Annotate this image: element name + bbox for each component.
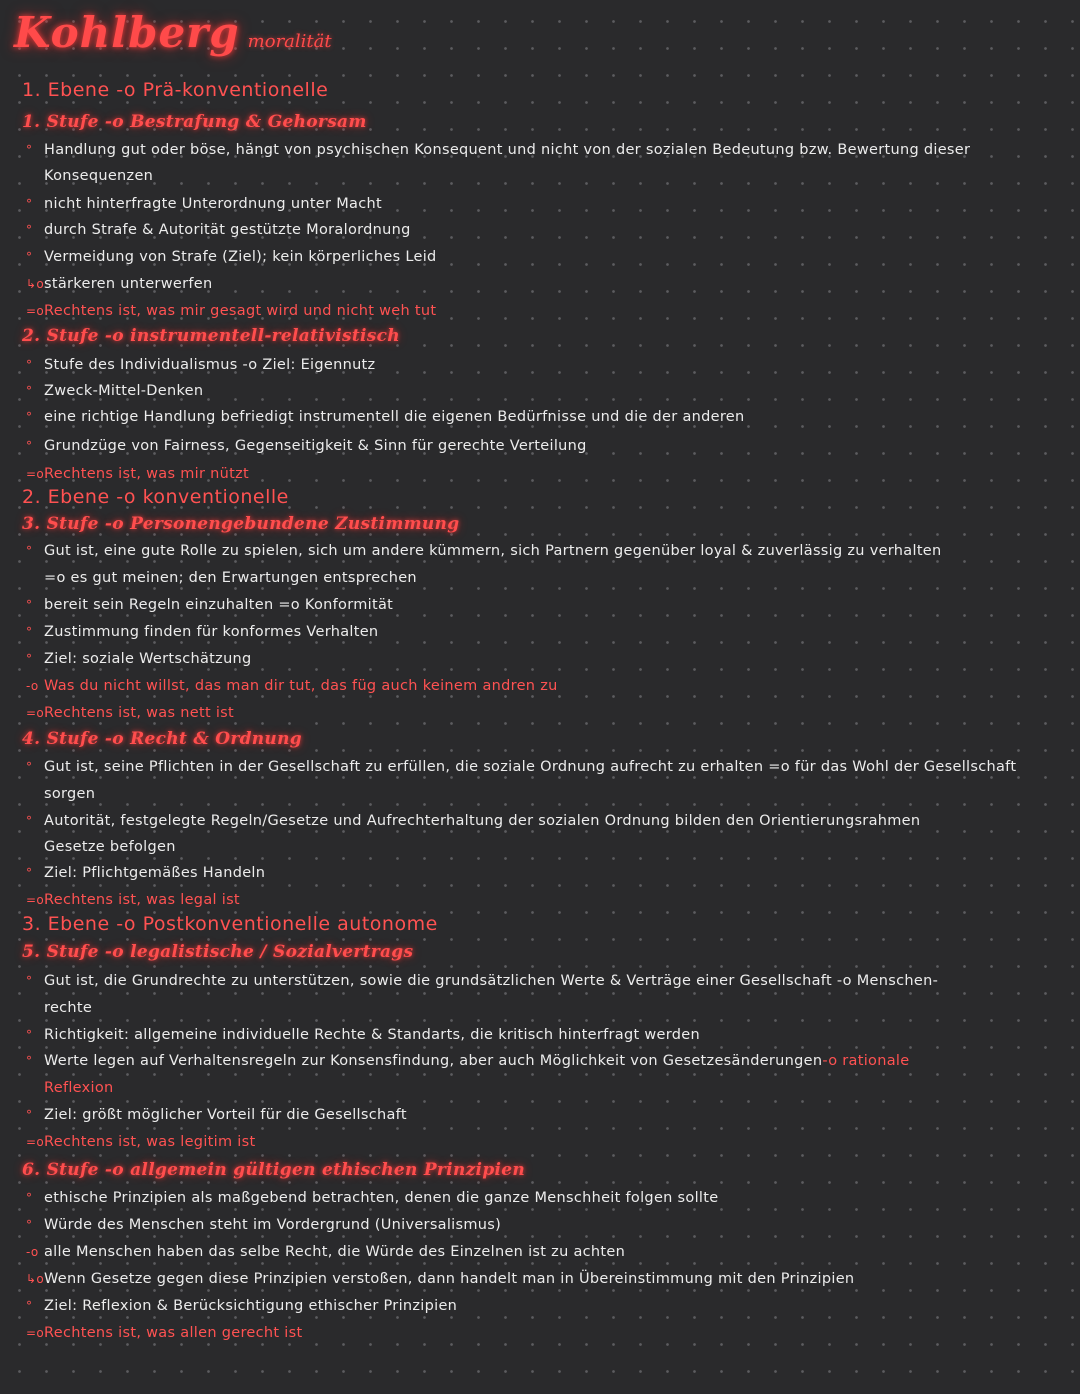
bullet-marker: ° <box>26 197 33 211</box>
title <box>14 8 332 57</box>
stufe-4-item: ° Gut ist, seine Pflichten in der Gesellschaft zu erfüllen, die soziale Ordnung aufrecht zu erhalten =o für das Wohl der Gesellschaft <box>26 759 1017 775</box>
bullet-marker: ° <box>26 544 33 558</box>
stufe-6-item: -o alle Menschen haben das selbe Recht, die Würde des Einzelnen ist zu achten <box>26 1244 626 1260</box>
stufe-4-item-continued: Gesetze befolgen <box>44 839 176 855</box>
ebene-2-heading: 2. Ebene -o konventionelle <box>22 486 289 508</box>
stufe-4-heading: 4. Stufe -o Recht & Ordnung <box>22 729 302 749</box>
stufe-6-heading: 6. Stufe -o allgemein gültigen ethischen Prinzipien <box>22 1160 526 1180</box>
stufe-4-result: =oRechtens ist, was legal ist <box>26 892 240 908</box>
result-marker: =o <box>26 1135 44 1149</box>
stufe-2-result: =oRechtens ist, was mir nützt <box>26 466 250 482</box>
stufe-5-item: ° Gut ist, die Grundrechte zu unterstützen, sowie die grundsätzlichen Werte & Verträge einer Gesellschaft -o Menschen- <box>26 973 939 989</box>
bullet-marker: ° <box>26 1191 33 1205</box>
stufe-3-item: ° Zustimmung finden für konformes Verhalten <box>26 624 379 640</box>
stufe-1-heading: 1. Stufe -o Bestrafung & Gehorsam <box>22 112 367 132</box>
stufe-3-item: ° Ziel: soziale Wertschätzung <box>26 651 252 667</box>
stufe-4-item: ° Autorität, festgelegte Regeln/Gesetze und Aufrechterhaltung der sozialen Ordnung bilden den Orientierungsrahmen <box>26 813 921 829</box>
bullet-marker: ° <box>26 1054 33 1068</box>
bullet-marker: ° <box>26 384 33 398</box>
stufe-3-item: ° Gut ist, eine gute Rolle zu spielen, sich um andere kümmern, sich Partnern gegenüber loyal & zuverlässig zu verhalten <box>26 543 942 559</box>
bullet-marker: ° <box>26 250 33 264</box>
stufe-2-item: ° Stufe des Individualismus -o Ziel: Eigennutz <box>26 357 376 373</box>
stufe-6-result: =oRechtens ist, was allen gerecht ist <box>26 1325 303 1341</box>
bullet-marker: ° <box>26 625 33 639</box>
bullet-marker: ° <box>26 223 33 237</box>
stufe-4-item-continued: sorgen <box>44 786 96 802</box>
stufe-6-item: ° Ziel: Reflexion & Berücksichtigung ethischer Prinzipien <box>26 1298 458 1314</box>
stufe-1-result: =oRechtens ist, was mir gesagt wird und nicht weh tut <box>26 303 437 319</box>
return-marker: ↳o <box>26 277 44 291</box>
bullet-marker: ° <box>26 410 33 424</box>
bullet-marker: ° <box>26 974 33 988</box>
stufe-6-item: ° Würde des Menschen steht im Vordergrund (Universalismus) <box>26 1217 502 1233</box>
stufe-6-item: ↳oWenn Gesetze gegen diese Prinzipien verstoßen, dann handelt man in Übereinstimmung mit den Prinzipien <box>26 1271 855 1287</box>
bullet-marker: ° <box>26 1028 33 1042</box>
return-marker: ↳o <box>26 1272 44 1286</box>
title-main: Kohlberg <box>14 8 240 57</box>
stufe-1-item: ° nicht hinterfragte Unterordnung unter Macht <box>26 196 382 212</box>
stufe-3-heading: 3. Stufe -o Personengebundene Zustimmung <box>22 514 460 534</box>
bullet-marker: ° <box>26 1218 33 1232</box>
stufe-5-result: =oRechtens ist, was legitim ist <box>26 1134 256 1150</box>
stufe-1-item: ° durch Strafe & Autorität gestützte Moralordnung <box>26 222 411 238</box>
stufe-5-item-continued: rechte <box>44 1000 93 1016</box>
stufe-3-result: =oRechtens ist, was nett ist <box>26 705 235 721</box>
bullet-marker: ° <box>26 1108 33 1122</box>
bullet-marker: ° <box>26 814 33 828</box>
bullet-marker: ° <box>26 866 33 880</box>
bullet-marker: ° <box>26 358 33 372</box>
stufe-1-item-continued: Konsequenzen <box>44 168 154 184</box>
result-marker: =o <box>26 893 44 907</box>
bullet-marker: ° <box>26 143 33 157</box>
result-marker: =o <box>26 706 44 720</box>
stufe-5-heading: 5. Stufe -o legalistische / Sozialvertrags <box>22 942 414 962</box>
arrow-marker: -o <box>26 1245 39 1259</box>
stufe-5-item: ° Ziel: größt möglicher Vorteil für die Gesellschaft <box>26 1107 407 1123</box>
stufe-5-item: ° Werte legen auf Verhaltensregeln zur Konsensfindung, aber auch Möglichkeit von Gesetzesänderungen-o rationale <box>26 1053 910 1069</box>
ebene-3-heading: 3. Ebene -o Postkonventionelle autonome <box>22 913 438 935</box>
bullet-marker: ° <box>26 1299 33 1313</box>
stufe-1-item: ↳ostärkeren unterwerfen <box>26 276 213 292</box>
stufe-2-item: ° eine richtige Handlung befriedigt instrumentell die eigenen Bedürfnisse und die der anderen <box>26 409 745 425</box>
result-marker: =o <box>26 1326 44 1340</box>
stufe-2-heading: 2. Stufe -o instrumentell-relativistisch <box>22 326 400 346</box>
stufe-3-item: ° bereit sein Regeln einzuhalten =o Konformität <box>26 597 394 613</box>
stufe-1-item: ° Handlung gut oder böse, hängt von psychischen Konsequent und nicht von der sozialen Bedeutung bzw. Bewertung dieser <box>26 142 971 158</box>
arrow-marker: -o <box>26 679 39 693</box>
stufe-1-item: ° Vermeidung von Strafe (Ziel); kein körperliches Leid <box>26 249 437 265</box>
stufe-5-item: ° Richtigkeit: allgemeine individuelle Rechte & Standarts, die kritisch hinterfragt werden <box>26 1027 700 1043</box>
bullet-marker: ° <box>26 598 33 612</box>
stufe-6-item: ° ethische Prinzipien als maßgebend betrachten, denen die ganze Menschheit folgen sollte <box>26 1190 719 1206</box>
result-marker: =o <box>26 304 44 318</box>
stufe-3-golden-rule: -o Was du nicht willst, das man dir tut, das füg auch keinem andren zu <box>26 678 558 694</box>
stufe-4-item: ° Ziel: Pflichtgemäßes Handeln <box>26 865 266 881</box>
bullet-marker: ° <box>26 760 33 774</box>
stufe-3-item-continued: =o es gut meinen; den Erwartungen entsprechen <box>44 570 417 586</box>
ebene-1-heading: 1. Ebene -o Prä-konventionelle <box>22 79 329 101</box>
title-subtitle: moralität <box>247 31 332 52</box>
bullet-marker: ° <box>26 652 33 666</box>
stufe-2-item: ° Zweck-Mittel-Denken <box>26 383 204 399</box>
bullet-marker: ° <box>26 439 33 453</box>
stufe-5-rationale-arrow: -o rationale <box>822 1053 910 1069</box>
result-marker: =o <box>26 467 44 481</box>
stufe-2-item: ° Grundzüge von Fairness, Gegenseitigkeit & Sinn für gerechte Verteilung <box>26 438 587 454</box>
stufe-5-item-continued: Reflexion <box>44 1080 114 1096</box>
